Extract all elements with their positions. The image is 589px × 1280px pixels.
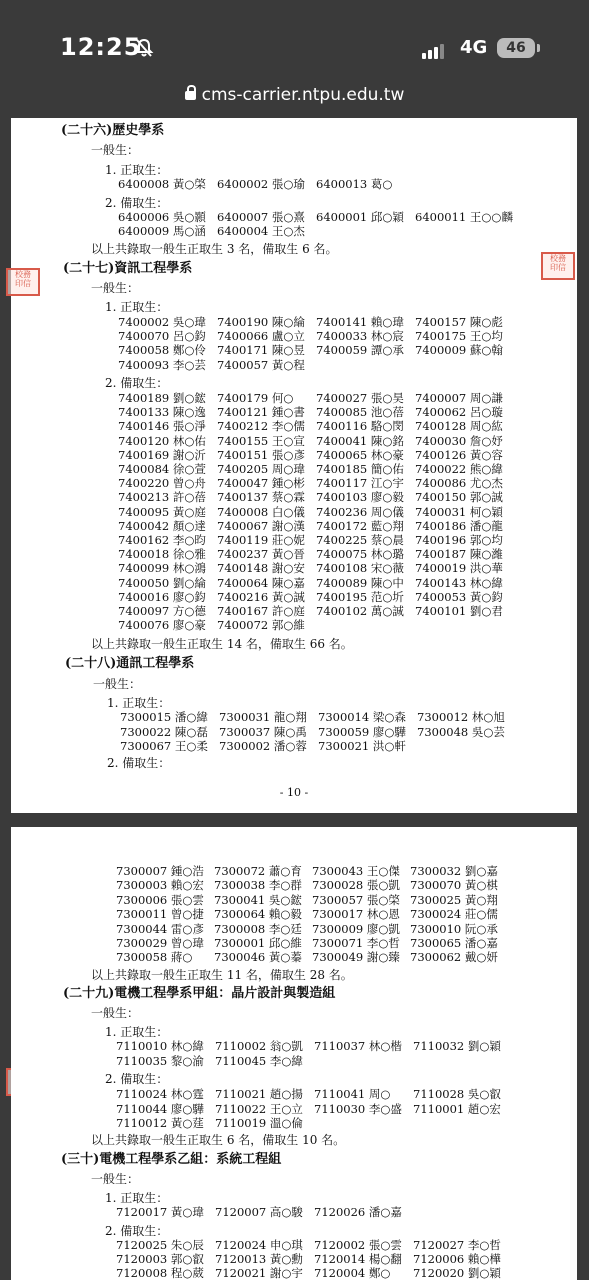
student-entry: 7300002 潘○蓉 bbox=[219, 739, 307, 754]
section-27-general: 一般生： bbox=[91, 281, 140, 295]
student-entry: 7400128 周○紘 bbox=[415, 419, 503, 434]
student-entry: 7400067 謝○漢 bbox=[217, 518, 305, 533]
student-entry: 7400059 譚○承 bbox=[316, 343, 404, 358]
student-entry: 7400236 周○儀 bbox=[316, 504, 404, 519]
student-entry: 7400237 黃○晉 bbox=[217, 547, 305, 562]
student-entry: 7120020 劉○穎 bbox=[413, 1266, 501, 1280]
student-entry: 7400102 萬○誠 bbox=[316, 604, 404, 618]
section-26-general: 一般生： bbox=[91, 143, 140, 157]
student-entry: 6400001 邱○穎 bbox=[316, 210, 404, 224]
student-entry: 7300025 黃○翔 bbox=[410, 892, 498, 907]
student-entry: 7120002 張○雲 bbox=[314, 1238, 402, 1252]
student-entry: 7400002 吳○瑋 bbox=[118, 315, 206, 329]
student-entry: 7110030 李○盛 bbox=[314, 1101, 402, 1116]
student-entry: 7400137 蔡○霖 bbox=[217, 490, 305, 505]
student-entry: 7300065 潘○嘉 bbox=[410, 936, 498, 950]
student-entry: 7400066 盧○立 bbox=[217, 329, 305, 344]
student-entry: 7400117 江○宇 bbox=[316, 476, 404, 491]
student-entry: 7400058 鄭○伶 bbox=[118, 343, 206, 358]
student-entry: 7400195 范○圻 bbox=[316, 589, 404, 604]
student-entry: 6400006 吳○顥 bbox=[118, 210, 206, 224]
address-bar[interactable] bbox=[0, 72, 589, 118]
student-entry: 7400121 鍾○書 bbox=[217, 405, 305, 420]
student-entry: 6400013 葛○ bbox=[316, 177, 393, 191]
student-entry: 7120013 黃○勳 bbox=[215, 1252, 303, 1266]
student-entry: 7300049 謝○臻 bbox=[312, 950, 400, 965]
section-27-title: (二十七)資訊工程學系 bbox=[63, 261, 193, 276]
student-entry: 7400172 藍○翔 bbox=[316, 518, 404, 533]
student-entry: 7400116 駱○閔 bbox=[316, 419, 404, 434]
student-entry: 7300006 張○雲 bbox=[116, 892, 204, 907]
section-26-wait-heading: 2. 備取生： bbox=[105, 196, 169, 210]
student-entry: 7400050 劉○綸 bbox=[118, 575, 206, 590]
student-entry: 7400216 黃○誠 bbox=[217, 589, 305, 604]
student-entry: 7110041 周○ bbox=[314, 1087, 391, 1101]
student-entry: 7120007 高○駿 bbox=[215, 1205, 303, 1219]
student-entry: 7400120 林○佑 bbox=[118, 433, 206, 448]
student-entry: 6400004 王○杰 bbox=[217, 224, 305, 238]
student-entry: 7400141 賴○瑋 bbox=[316, 315, 404, 329]
student-entry: 7300062 戴○妍 bbox=[410, 950, 498, 965]
student-entry: 7400031 柯○穎 bbox=[415, 504, 503, 519]
student-entry: 7400075 林○璐 bbox=[316, 547, 404, 562]
student-entry: 7120017 黃○瑋 bbox=[116, 1205, 204, 1219]
student-entry: 7300071 李○哲 bbox=[312, 936, 400, 950]
network-type: 4G bbox=[460, 37, 488, 58]
student-entry: 7400171 陳○昱 bbox=[217, 343, 305, 358]
student-entry: 7110010 林○緯 bbox=[116, 1039, 204, 1053]
student-entry: 7300024 莊○儒 bbox=[410, 907, 498, 922]
student-entry: 7110002 翁○凱 bbox=[215, 1039, 303, 1053]
section-29-title: (二十九)電機工程學系甲組：晶片設計與製造組 bbox=[63, 986, 336, 1001]
document-page-11 bbox=[11, 827, 577, 1280]
student-entry: 7110037 林○楷 bbox=[314, 1039, 402, 1053]
official-seal-right: 校務 印信 bbox=[541, 252, 575, 280]
student-entry: 7400019 洪○華 bbox=[415, 561, 503, 576]
page-number: - 10 - bbox=[279, 786, 309, 799]
student-entry: 7110019 溫○倫 bbox=[215, 1116, 303, 1130]
student-entry: 7400179 何○ bbox=[217, 391, 294, 405]
student-entry: 7110022 王○立 bbox=[215, 1101, 303, 1116]
student-entry: 7400030 詹○妤 bbox=[415, 433, 503, 448]
student-entry: 7400225 蔡○晨 bbox=[316, 533, 404, 547]
section-27-summary: 以上共錄取一般生正取生 14 名，備取生 66 名。 bbox=[91, 637, 353, 651]
status-bar bbox=[0, 0, 589, 72]
student-entry: 7400169 謝○沂 bbox=[118, 447, 206, 462]
student-entry: 7120004 鄭○ bbox=[314, 1266, 391, 1280]
section-26-admit-heading: 1. 正取生： bbox=[105, 163, 169, 177]
student-entry: 7120008 程○葳 bbox=[116, 1266, 204, 1280]
section-28-wait-heading: 2. 備取生： bbox=[107, 756, 171, 770]
student-entry: 7400133 陳○逸 bbox=[118, 405, 206, 420]
student-entry: 7300041 吳○鋐 bbox=[214, 892, 302, 907]
student-entry: 7400072 郭○維 bbox=[217, 618, 305, 633]
section-27-wait-heading: 2. 備取生： bbox=[105, 376, 169, 390]
student-entry: 7400047 鍾○彬 bbox=[217, 476, 305, 491]
student-entry: 7120021 謝○宇 bbox=[215, 1266, 303, 1280]
student-entry: 7300064 賴○毅 bbox=[214, 907, 302, 922]
student-entry: 7400175 王○均 bbox=[415, 329, 503, 344]
student-entry: 7400099 林○鴻 bbox=[118, 561, 206, 576]
student-entry: 7300009 廖○凱 bbox=[312, 921, 400, 936]
section-26-summary: 以上共錄取一般生正取生 3 名，備取生 6 名。 bbox=[91, 242, 338, 256]
student-entry: 7300015 潘○緯 bbox=[120, 710, 208, 724]
student-entry: 7400027 張○昊 bbox=[316, 391, 404, 405]
student-entry: 7300007 鍾○浩 bbox=[116, 864, 204, 878]
url-text: cms-carrier.ntpu.edu.tw bbox=[201, 85, 405, 105]
student-entry: 7400143 林○緯 bbox=[415, 575, 503, 590]
student-entry: 6400007 張○熹 bbox=[217, 210, 305, 224]
student-entry: 7110021 趙○揚 bbox=[215, 1087, 303, 1101]
student-entry: 7120027 李○哲 bbox=[413, 1238, 501, 1252]
student-entry: 7400070 呂○鈞 bbox=[118, 329, 206, 344]
student-entry: 7400220 曾○舟 bbox=[118, 476, 206, 491]
section-30-title: (三十)電機工程學系乙組：系統工程組 bbox=[61, 1152, 282, 1167]
student-entry: 7300001 邱○維 bbox=[214, 936, 302, 950]
student-entry: 7120014 楊○翻 bbox=[314, 1252, 402, 1266]
student-entry: 7400103 廖○毅 bbox=[316, 490, 404, 505]
student-entry: 7400089 陳○中 bbox=[316, 575, 404, 590]
student-entry: 7300014 梁○森 bbox=[318, 710, 406, 724]
student-entry: 7400189 劉○鋐 bbox=[118, 391, 206, 405]
student-entry: 7400018 徐○雅 bbox=[118, 547, 206, 562]
student-entry: 7300057 張○棨 bbox=[312, 892, 400, 907]
student-entry: 7300029 曾○瑋 bbox=[116, 936, 204, 950]
student-entry: 7300008 李○廷 bbox=[214, 921, 302, 936]
student-entry: 7300058 蔣○ bbox=[116, 950, 193, 965]
section-27-admit-heading: 1. 正取生： bbox=[105, 300, 169, 314]
section-28-title: (二十八)通訊工程學系 bbox=[65, 656, 195, 671]
student-entry: 7300046 黃○蓁 bbox=[214, 950, 302, 965]
student-entry: 7400108 宋○薇 bbox=[316, 561, 404, 576]
battery-icon: 46 bbox=[497, 38, 535, 58]
student-entry: 7400148 謝○安 bbox=[217, 561, 305, 576]
clock: 12:25 bbox=[60, 33, 142, 61]
student-entry: 7400084 徐○萱 bbox=[118, 462, 206, 476]
student-entry: 7120026 潘○嘉 bbox=[314, 1205, 402, 1219]
battery-tip bbox=[537, 44, 540, 52]
student-entry: 7400146 張○淨 bbox=[118, 419, 206, 434]
student-entry: 6400011 王○○麟 bbox=[415, 210, 513, 224]
student-entry: 7400064 陳○嘉 bbox=[217, 575, 305, 590]
student-entry: 7110028 吳○叡 bbox=[413, 1087, 501, 1101]
student-entry: 6400009 馬○涵 bbox=[118, 224, 206, 238]
student-entry: 7120024 申○琪 bbox=[215, 1238, 303, 1252]
student-entry: 7300048 吳○芸 bbox=[417, 724, 505, 739]
student-entry: 7400187 陳○濰 bbox=[415, 547, 503, 562]
student-entry: 7300072 蕭○育 bbox=[214, 864, 302, 878]
student-entry: 7110001 趙○宏 bbox=[413, 1101, 501, 1116]
student-entry: 7300067 王○柔 bbox=[120, 739, 208, 754]
student-entry: 7400065 林○豪 bbox=[316, 447, 404, 462]
section-26-title: (二十六)歷史學系 bbox=[61, 123, 165, 138]
section-28-general: 一般生： bbox=[93, 677, 142, 691]
section-28-admit-heading: 1. 正取生： bbox=[107, 696, 171, 710]
student-entry: 7300059 廖○驊 bbox=[318, 724, 406, 739]
student-entry: 7300003 賴○宏 bbox=[116, 878, 204, 893]
student-entry: 7400076 廖○豪 bbox=[118, 618, 206, 633]
student-entry: 7300022 陳○磊 bbox=[120, 724, 208, 739]
student-entry: 7400205 周○瑋 bbox=[217, 462, 305, 476]
student-entry: 7400042 顏○達 bbox=[118, 518, 206, 533]
student-entry: 7400093 李○芸 bbox=[118, 357, 206, 372]
student-entry: 7400213 許○蓓 bbox=[118, 490, 206, 505]
student-entry: 7400212 李○儒 bbox=[217, 419, 305, 434]
student-entry: 7400119 莊○妮 bbox=[217, 533, 305, 547]
student-entry: 7300017 林○恩 bbox=[312, 907, 400, 922]
section-29-general: 一般生： bbox=[91, 1006, 140, 1020]
student-entry: 7300032 劉○嘉 bbox=[410, 864, 498, 878]
student-entry: 7400062 呂○璇 bbox=[415, 405, 503, 420]
student-entry: 7400041 陳○銘 bbox=[316, 433, 404, 448]
silent-bell-icon bbox=[134, 38, 154, 58]
student-entry: 7400008 白○儀 bbox=[217, 504, 305, 519]
student-entry: 7300028 張○凱 bbox=[312, 878, 400, 893]
student-entry: 7400057 黃○程 bbox=[217, 357, 305, 372]
lock-icon bbox=[185, 91, 196, 100]
student-entry: 7300031 龍○翔 bbox=[219, 710, 307, 724]
student-entry: 7110024 林○霆 bbox=[116, 1087, 204, 1101]
student-entry: 7300038 李○群 bbox=[214, 878, 302, 893]
student-entry: 6400002 張○瑜 bbox=[217, 177, 305, 191]
student-entry: 7110012 黃○莛 bbox=[116, 1116, 204, 1130]
student-entry: 7400095 黃○庭 bbox=[118, 504, 206, 519]
student-entry: 7400053 黃○鈞 bbox=[415, 589, 503, 604]
section-29-admit-heading: 1. 正取生： bbox=[105, 1025, 169, 1039]
student-entry: 7300011 曾○捷 bbox=[116, 907, 204, 922]
student-entry: 7400126 黃○容 bbox=[415, 447, 503, 462]
student-entry: 7110032 劉○穎 bbox=[413, 1039, 501, 1053]
student-entry: 7300012 林○旭 bbox=[417, 710, 505, 724]
student-entry: 7400022 熊○緯 bbox=[415, 462, 503, 476]
student-entry: 6400008 黃○棨 bbox=[118, 177, 206, 191]
student-entry: 7110035 黎○渝 bbox=[116, 1053, 204, 1068]
student-entry: 7400085 池○蓓 bbox=[316, 405, 404, 420]
student-entry: 7110044 廖○驊 bbox=[116, 1101, 204, 1116]
student-entry: 7300070 黃○棋 bbox=[410, 878, 498, 893]
student-entry: 7400167 許○庭 bbox=[217, 604, 305, 618]
student-entry: 7400033 林○宸 bbox=[316, 329, 404, 344]
student-entry: 7300043 王○傑 bbox=[312, 864, 400, 878]
official-seal-left: 校務 印信 bbox=[6, 268, 40, 296]
student-entry: 7400086 尤○杰 bbox=[415, 476, 503, 491]
student-entry: 7400151 張○彥 bbox=[217, 447, 305, 462]
section-28-summary: 以上共錄取一般生正取生 11 名，備取生 28 名。 bbox=[91, 968, 353, 982]
section-29-summary: 以上共錄取一般生正取生 6 名，備取生 10 名。 bbox=[91, 1133, 346, 1147]
student-entry: 7400155 王○宣 bbox=[217, 433, 305, 448]
student-entry: 7400196 郭○均 bbox=[415, 533, 503, 547]
student-entry: 7400157 陳○彪 bbox=[415, 315, 503, 329]
student-entry: 7300044 雷○彥 bbox=[116, 921, 204, 936]
student-entry: 7400190 陳○綸 bbox=[217, 315, 305, 329]
section-30-wait-heading: 2. 備取生： bbox=[105, 1224, 169, 1238]
student-entry: 7110045 李○緯 bbox=[215, 1053, 303, 1068]
student-entry: 7300021 洪○軒 bbox=[318, 739, 406, 754]
student-entry: 7400150 郭○誠 bbox=[415, 490, 503, 505]
document-page-10 bbox=[11, 118, 577, 813]
student-entry: 7300037 陳○禹 bbox=[219, 724, 307, 739]
signal-strength-icon bbox=[422, 40, 446, 59]
student-entry: 7400162 李○昀 bbox=[118, 533, 206, 547]
student-entry: 7120025 朱○辰 bbox=[116, 1238, 204, 1252]
student-entry: 7400185 簡○佑 bbox=[316, 462, 404, 476]
student-entry: 7400007 周○謙 bbox=[415, 391, 503, 405]
student-entry: 7300010 阮○承 bbox=[410, 921, 498, 936]
student-entry: 7400097 方○德 bbox=[118, 604, 206, 618]
student-entry: 7400186 潘○龍 bbox=[415, 518, 503, 533]
student-entry: 7120006 賴○樺 bbox=[413, 1252, 501, 1266]
student-entry: 7400101 劉○君 bbox=[415, 604, 503, 618]
section-29-wait-heading: 2. 備取生： bbox=[105, 1072, 169, 1086]
student-entry: 7120003 郭○叡 bbox=[116, 1252, 204, 1266]
student-entry: 7400009 蘇○翰 bbox=[415, 343, 503, 358]
section-30-general: 一般生： bbox=[91, 1172, 140, 1186]
student-entry: 7400016 廖○鈞 bbox=[118, 589, 206, 604]
section-30-admit-heading: 1. 正取生： bbox=[105, 1191, 169, 1205]
